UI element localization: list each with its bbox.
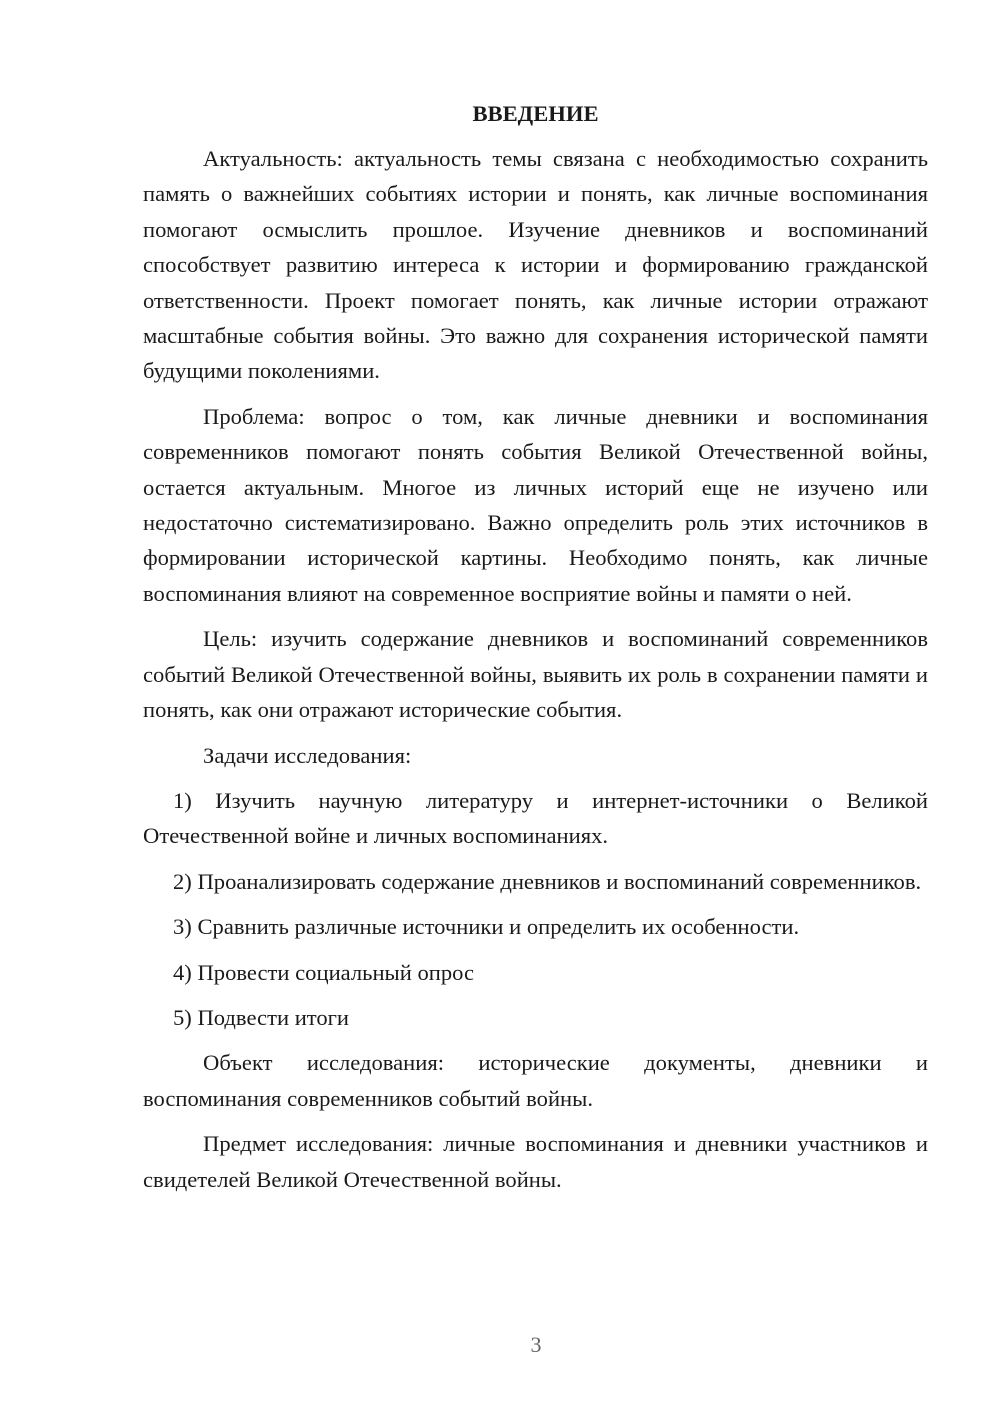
spacer — [143, 899, 928, 909]
section-title: ВВЕДЕНИЕ — [472, 101, 599, 126]
paragraph-object: Объект исследования: исторические документы, дневники и воспоминания современников событий войны. — [143, 1050, 928, 1111]
task-item-4: 4) Провести социальный опрос — [173, 959, 475, 985]
page-number: 3 — [530, 1332, 542, 1357]
task-item-2: 2) Проанализировать содержание дневников и воспоминаний современников. — [173, 868, 922, 894]
task-item-1: 1) Изучить научную литературу и интернет-источники о Великой Отечественной войне и личных воспоминаниях. — [143, 787, 928, 849]
spacer — [143, 945, 928, 955]
spacer — [143, 389, 928, 399]
paragraph-subject: Предмет исследования: личные воспоминания и дневники участников и свидетелей Великой Отечественной войны. — [143, 1131, 928, 1192]
spacer — [143, 1035, 928, 1045]
tasks-heading: Задачи исследования: — [203, 742, 412, 768]
paragraph-relevance: Актуальность: актуальность темы связана с необходимостью сохранить память о важнейших событиях истории и понять, как личные воспоминания помогают осмыслить прошлое. Изучение дневников и воспоминаний способствует развитию интереса к истории и формированию гражданской ответственности. Проект помогает понять, как личные истории отражают масштабные события войны. Это важно для сохранения исторической памяти будущими поколениями. — [143, 146, 928, 384]
spacer — [143, 990, 928, 1000]
spacer — [143, 728, 928, 738]
spacer — [143, 611, 928, 621]
task-item-3: 3) Сравнить различные источники и определить их особенности. — [173, 914, 800, 940]
task-item-5: 5) Подвести итоги — [173, 1004, 350, 1030]
spacer — [143, 854, 928, 864]
spacer — [143, 1116, 928, 1126]
spacer — [143, 773, 928, 783]
page-content — [143, 96, 928, 1197]
paragraph-goal: Цель: изучить содержание дневников и воспоминаний современников событий Великой Отечественной войны, выявить их роль в сохранении памяти и понять, как они отражают исторические события. — [143, 626, 928, 723]
paragraph-problem: Проблема: вопрос о том, как личные дневники и воспоминания современников помогают понять события Великой Отечественной войны, остается актуальным. Многое из личных историй еще не изучено или недостаточно систематизировано. Важно определить роль этих источников в формировании исторической картины. Необходимо понять, как личные воспоминания влияют на современное восприятие войны и памяти о ней. — [143, 403, 928, 606]
